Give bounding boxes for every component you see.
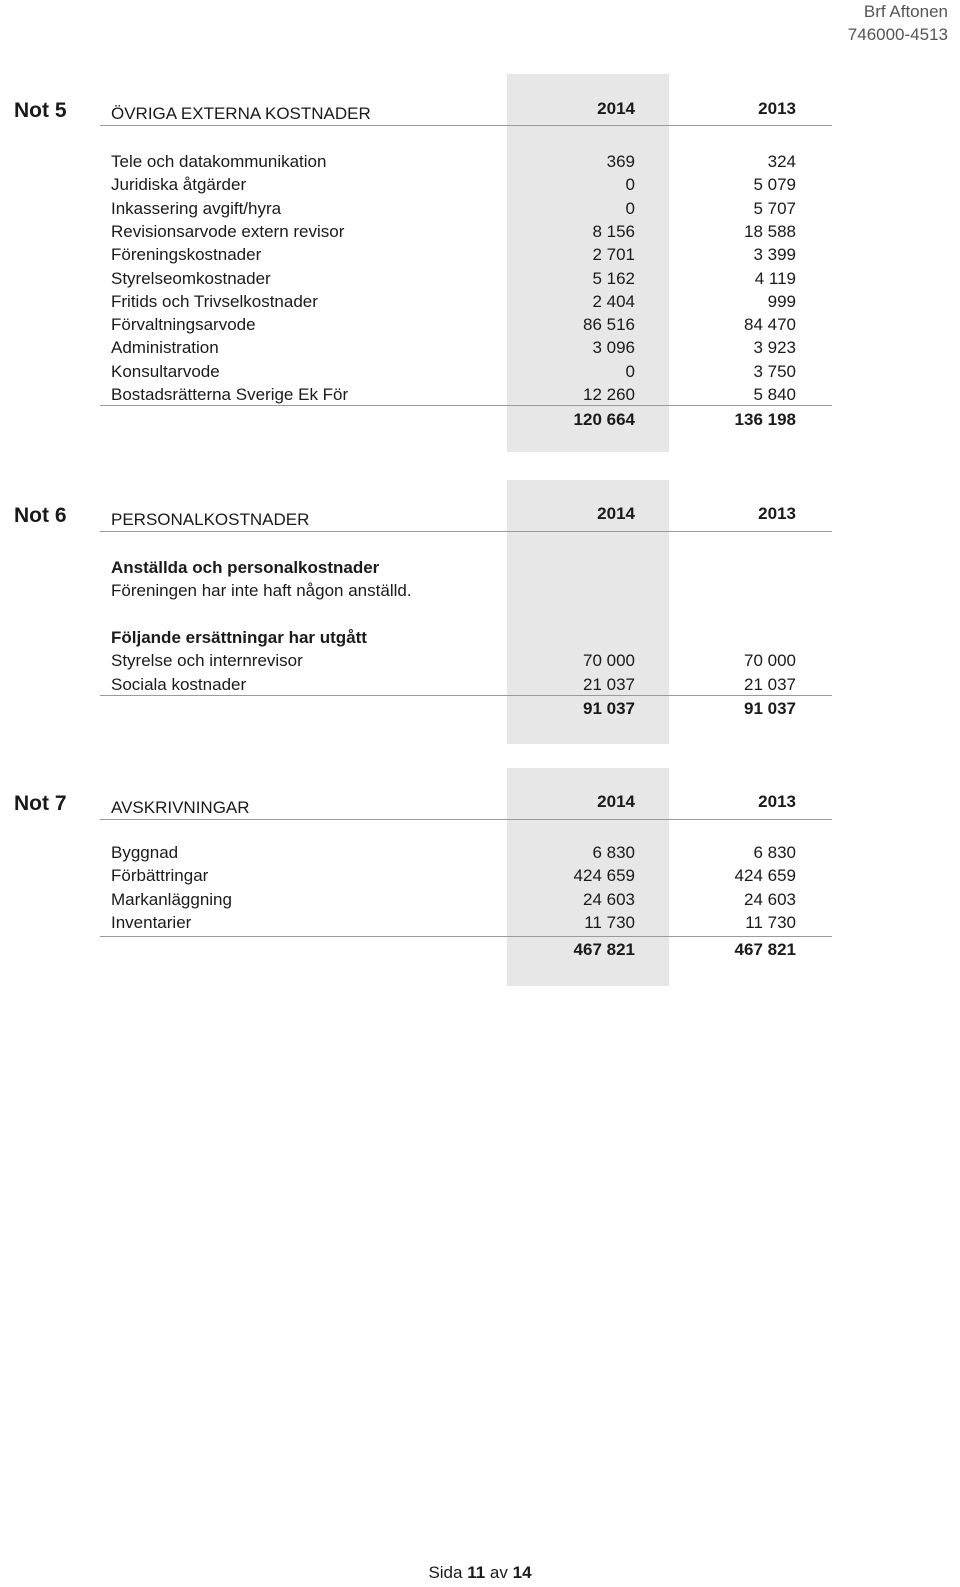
row-label: Styrelse och internrevisor bbox=[111, 651, 303, 670]
note-7-year-previous: 2013 bbox=[758, 792, 796, 811]
note-5-total-row bbox=[0, 408, 960, 432]
row-label: Inkassering avgift/hyra bbox=[111, 198, 282, 218]
table-row bbox=[0, 313, 960, 337]
current-page-number: 11 bbox=[467, 1563, 486, 1582]
value-current-year: 0 bbox=[625, 175, 635, 195]
row-label: Administration bbox=[111, 338, 219, 358]
note-7-total-row bbox=[0, 938, 960, 962]
value-previous-year: 324 bbox=[767, 152, 796, 171]
value-previous-year: 11 730 bbox=[745, 912, 796, 932]
value-current-year: 86 516 bbox=[583, 315, 635, 335]
page-footer bbox=[0, 1563, 960, 1583]
value-current-year: 8 156 bbox=[592, 221, 635, 241]
note-7-year-current: 2014 bbox=[597, 792, 635, 811]
value-current-year: 12 260 bbox=[583, 385, 635, 404]
divider bbox=[100, 936, 832, 937]
table-row bbox=[0, 841, 960, 865]
row-label: Konsultarvode bbox=[111, 361, 220, 381]
note-6-employees-text bbox=[0, 579, 960, 603]
value-previous-year: 999 bbox=[767, 291, 796, 311]
subheading-text: Anställda och personalkostnader bbox=[111, 558, 380, 577]
row-label: Föreningskostnader bbox=[111, 245, 262, 265]
row-label: Fritids och Trivselkostnader bbox=[111, 291, 318, 311]
row-label: Revisionsarvode extern revisor bbox=[111, 221, 345, 241]
footer-prefix: Sida bbox=[428, 1563, 463, 1582]
table-row bbox=[0, 673, 960, 697]
value-current-year: 3 096 bbox=[592, 338, 635, 358]
value-current-year: 21 037 bbox=[583, 674, 635, 694]
table-row bbox=[0, 888, 960, 912]
table-row bbox=[0, 150, 960, 174]
note-5-title: ÖVRIGA EXTERNA KOSTNADER bbox=[111, 104, 371, 123]
subheading-text: Följande ersättningar har utgått bbox=[111, 628, 367, 647]
note-6-total-current: 91 037 bbox=[583, 699, 635, 718]
table-row bbox=[0, 290, 960, 314]
value-current-year: 2 404 bbox=[592, 291, 635, 311]
row-label: Byggnad bbox=[111, 843, 179, 862]
value-current-year: 369 bbox=[606, 152, 635, 171]
page-header bbox=[848, 0, 948, 46]
note-5-total-previous: 136 198 bbox=[734, 410, 796, 429]
value-current-year: 2 701 bbox=[592, 245, 635, 265]
value-current-year: 5 162 bbox=[592, 268, 635, 288]
value-previous-year: 3 399 bbox=[753, 245, 796, 265]
note-7-label: Not 7 bbox=[14, 792, 67, 815]
org-number: 746000-4513 bbox=[847, 25, 948, 44]
value-previous-year: 3 750 bbox=[753, 361, 796, 381]
note-5-year-current: 2014 bbox=[597, 99, 635, 118]
table-row bbox=[0, 243, 960, 267]
divider bbox=[100, 819, 832, 820]
row-label: Inventarier bbox=[111, 912, 192, 932]
value-previous-year: 424 659 bbox=[734, 866, 796, 886]
note-5-total-current: 120 664 bbox=[573, 410, 635, 429]
value-current-year: 70 000 bbox=[583, 651, 635, 670]
table-row bbox=[0, 173, 960, 197]
divider bbox=[100, 125, 832, 126]
value-current-year: 0 bbox=[625, 198, 635, 218]
value-previous-year: 5 079 bbox=[753, 175, 796, 195]
value-previous-year: 6 830 bbox=[753, 843, 796, 862]
table-row bbox=[0, 267, 960, 291]
row-label: Juridiska åtgärder bbox=[111, 175, 247, 195]
footer-mid: av bbox=[489, 1563, 508, 1582]
value-current-year: 24 603 bbox=[583, 889, 635, 909]
value-previous-year: 18 588 bbox=[744, 221, 796, 241]
note-7-title: AVSKRIVNINGAR bbox=[111, 798, 250, 817]
org-name: Brf Aftonen bbox=[863, 2, 948, 21]
row-label: Styrelseomkostnader bbox=[111, 268, 271, 288]
row-label: Förbättringar bbox=[111, 866, 209, 886]
value-current-year: 0 bbox=[625, 361, 635, 381]
value-previous-year: 5 707 bbox=[753, 198, 796, 218]
body-text: Föreningen har inte haft någon anställd. bbox=[111, 581, 412, 600]
row-label: Tele och datakommunikation bbox=[111, 152, 327, 171]
row-label: Bostadsrätterna Sverige Ek För bbox=[111, 385, 349, 404]
note-6-total-row bbox=[0, 697, 960, 721]
note-6-label: Not 6 bbox=[14, 504, 67, 527]
value-previous-year: 70 000 bbox=[744, 651, 796, 670]
value-current-year: 6 830 bbox=[592, 843, 635, 862]
value-previous-year: 84 470 bbox=[744, 315, 796, 335]
value-previous-year: 5 840 bbox=[753, 385, 796, 404]
table-row bbox=[0, 220, 960, 244]
note-6-total-previous: 91 037 bbox=[744, 699, 796, 718]
divider bbox=[100, 695, 832, 696]
note-6-title: PERSONALKOSTNADER bbox=[111, 510, 310, 529]
divider bbox=[100, 531, 832, 532]
note-6-subheading-compensation bbox=[0, 626, 960, 650]
note-6-year-previous: 2013 bbox=[758, 504, 796, 523]
note-7-total-current: 467 821 bbox=[573, 940, 635, 959]
table-row bbox=[0, 360, 960, 384]
table-row bbox=[0, 336, 960, 360]
note-6-year-current: 2014 bbox=[597, 504, 635, 523]
note-6-subheading-employees bbox=[0, 556, 960, 580]
row-label: Förvaltningsarvode bbox=[111, 315, 256, 335]
row-label: Markanläggning bbox=[111, 889, 232, 909]
table-row bbox=[0, 383, 960, 407]
row-label: Sociala kostnader bbox=[111, 674, 247, 694]
note-7-total-previous: 467 821 bbox=[734, 940, 796, 959]
table-row bbox=[0, 864, 960, 888]
total-page-count: 14 bbox=[512, 1563, 532, 1582]
value-previous-year: 24 603 bbox=[744, 889, 796, 909]
value-previous-year: 3 923 bbox=[753, 338, 796, 358]
value-previous-year: 21 037 bbox=[744, 674, 796, 694]
value-previous-year: 4 119 bbox=[754, 268, 796, 288]
value-current-year: 11 730 bbox=[584, 912, 635, 932]
divider bbox=[100, 405, 832, 406]
table-row bbox=[0, 911, 960, 935]
note-5-label: Not 5 bbox=[14, 99, 67, 122]
value-current-year: 424 659 bbox=[573, 866, 635, 886]
table-row bbox=[0, 649, 960, 673]
note-5-year-previous: 2013 bbox=[758, 99, 796, 118]
table-row bbox=[0, 197, 960, 221]
